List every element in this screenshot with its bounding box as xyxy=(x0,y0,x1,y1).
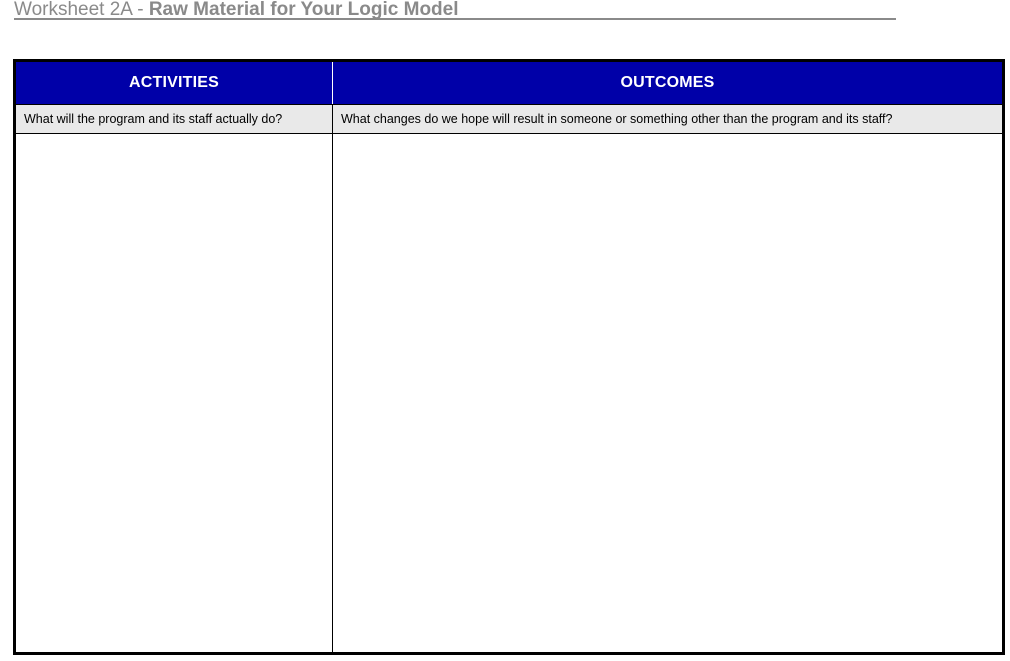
worksheet-table xyxy=(13,59,1005,655)
activities-header: ACTIVITIES xyxy=(16,62,333,104)
outcomes-header: OUTCOMES xyxy=(333,62,1002,104)
worksheet-title-prefix: Worksheet 2A xyxy=(14,0,132,20)
activities-entry-area[interactable] xyxy=(16,134,333,652)
outcomes-prompt: What changes do we hope will result in someone or something other than the program and its staff? xyxy=(333,104,1002,134)
worksheet-title-main: Raw Material for Your Logic Model xyxy=(148,0,459,20)
outcomes-entry-area[interactable] xyxy=(333,134,1002,652)
worksheet-title xyxy=(14,0,896,20)
worksheet-title-separator: - xyxy=(131,0,149,20)
activities-prompt: What will the program and its staff actually do? xyxy=(16,104,333,134)
